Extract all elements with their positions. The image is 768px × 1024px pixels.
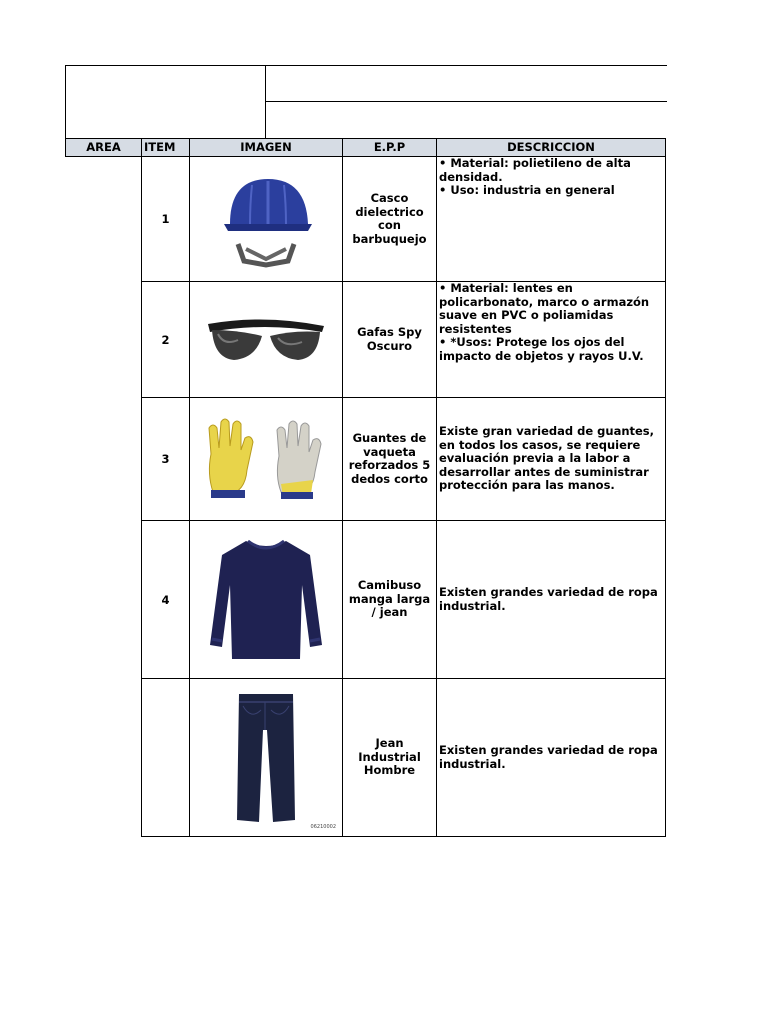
description-line: Existe gran variedad de guantes, en todos los casos, se requiere evaluación previa a la labor a desarrollar antes de suministrar protección para las manos. — [439, 424, 655, 493]
description-line: Existen grandes variedad de ropa industrial. — [439, 743, 658, 771]
item-number: 4 — [141, 520, 190, 679]
jeans-icon — [231, 690, 301, 826]
helmet-icon — [216, 169, 316, 269]
description-line: Existen grandes variedad de ropa industrial. — [439, 585, 658, 613]
item-number — [141, 678, 190, 837]
gloves-icon — [201, 414, 331, 504]
image-cell — [189, 281, 343, 398]
col-header-area: AREA — [65, 138, 142, 157]
description-line: • Uso: industria en general — [439, 183, 615, 197]
epp-name: Guantes de vaqueta reforzados 5 dedos corto — [342, 397, 437, 521]
description — [436, 281, 666, 398]
col-header-descripcion: DESCRICCION — [436, 138, 666, 157]
image-cell — [189, 156, 343, 282]
image-caption: 06210002 — [310, 824, 336, 830]
description — [436, 156, 666, 282]
image-cell — [189, 520, 343, 679]
item-number: 2 — [141, 281, 190, 398]
epp-name: Jean Industrial Hombre — [342, 678, 437, 837]
description — [436, 520, 666, 679]
description-line: • *Usos: Protege los ojos del impacto de objetos y rayos U.V. — [439, 335, 644, 363]
description-line: • Material: lentes en policarbonato, marco o armazón suave en PVC o poliamidas resistentes — [439, 281, 650, 336]
col-header-item: ITEM — [141, 138, 190, 157]
title-box — [265, 65, 667, 139]
image-cell — [189, 397, 343, 521]
item-number: 1 — [141, 156, 190, 282]
long-sleeve-shirt-icon — [206, 535, 326, 665]
image-cell — [189, 678, 343, 837]
epp-name: Camibuso manga larga / jean — [342, 520, 437, 679]
safety-glasses-icon — [204, 310, 328, 370]
epp-name: Gafas Spy Oscuro — [342, 281, 437, 398]
item-number: 3 — [141, 397, 190, 521]
col-header-imagen: IMAGEN — [189, 138, 343, 157]
description — [436, 397, 666, 521]
col-header-epp: E.P.P — [342, 138, 437, 157]
description-line: • Material: polietileno de alta densidad. — [439, 156, 631, 184]
epp-name: Casco dielectrico con barbuquejo — [342, 156, 437, 282]
description — [436, 678, 666, 837]
title-divider — [265, 101, 667, 102]
